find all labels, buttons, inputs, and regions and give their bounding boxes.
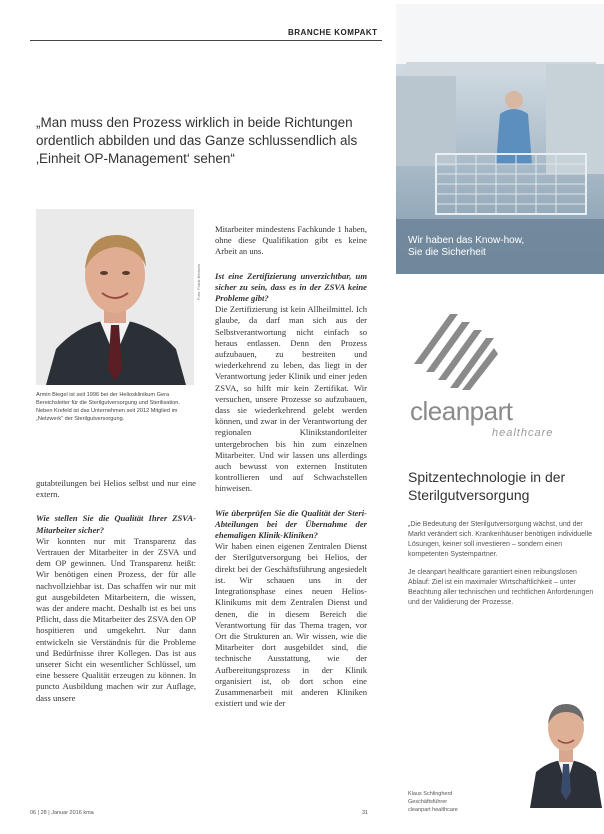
- ad-photo: [396, 4, 604, 274]
- ad-person-photo: [528, 690, 604, 808]
- portrait-caption: Armin Biegel ist seit 1996 bei der Heliosklinikum Gera Bereichsleiter für die Sterilgutversorgung und Sterilisation. Neben Krefeld ist das Unternehmen seit 2012 Mitglied im „Netzwerk“ der Sterilgutversorgung.: [36, 392, 180, 422]
- ad-body: [408, 520, 598, 616]
- column1-question-1: Wie stellen Sie die Qualität Ihrer ZSVA-Mitarbeiter sicher?: [36, 513, 196, 535]
- logo-subtitle: healthcare: [492, 427, 554, 439]
- column1-answer-1: Wir konnten nur mit Transparenz das Vertrauen der Mitarbeiter in der ZSVA und dem OP gewinnen. Und Transparenz heißt: Wir benötigen einen Prozess, der für alle nachvollziehbar ist. Das schaffen wir nur mit gut ausgebildeten Mitarbeitern, die wissen, was der andere macht. Deshalb ist es bei uns Pflicht, dass die Mitarbeiter des ZSVA den OP hospitieren und umgekehrt. Nur dann entwickeln sie Verständnis für die Probleme und Bedürfnisse ihrer Kollegen. Das ist aus unserer Sicht ein wesentlicher Schlüssel, um eine bessere Qualität erzeugen zu können. In puncto Ausbildung machen wir zur Auflage, dass unsere: [36, 535, 196, 703]
- article-column-1: [36, 478, 196, 704]
- signature-company: cleanpart healthcare: [408, 807, 458, 813]
- ad-headline: Spitzentechnologie in der Sterilgutversorgung: [408, 469, 566, 503]
- advertisement: [396, 4, 604, 834]
- pull-quote: „Man muss den Prozess wirklich in beide Richtungen ordentlich abbilden und das Ganze schlussendlich als ‚Einheit OP-Management‘ sehen“: [36, 115, 358, 166]
- signature-role: Geschäftsführer: [408, 799, 448, 805]
- ad-paragraph-1: „Die Bedeutung der Sterilgutversorgung wächst, und der Markt verändert sich. Krankenhäuser benötigen individuelle Lösungen, keiner soll investieren – sondern einen kompetenten Systempartner.: [408, 521, 593, 558]
- page-folio: 06 | 28 | Januar 2016 kma: [30, 810, 94, 816]
- signature-name: Klaus Schlingherd: [408, 791, 453, 797]
- section-label: BRANCHE KOMPAKT: [288, 28, 378, 37]
- page-number: 31: [362, 810, 369, 816]
- column2-answer-2: Wir haben einen eigenen Zentralen Dienst der Sterilgutversorgung bei Helios, der direkt bei der Geschäftsführung angesiedelt ist. Wir schauen uns in der Integrationsphase eines neuen Helios-Klinikums mit dem Zentralen Dienst und denen, die in diesem Bereich die Verantwortung für das Thema tragen, vor Ort die Strukturen an. Wir wissen, wie die Mitarbeiter dort ausgebildet sind, die technische Ausstattung, wie der Aufbereitungsprozess in der Klinik organisiert ist, ob dort schon eine Zusammenarbeit mit anderen Kliniken existiert und wie der: [215, 541, 367, 709]
- portrait-photo: [36, 209, 194, 385]
- article-column-2: [215, 224, 367, 709]
- column2-question-1: Ist eine Zertifizierung unverzichtbar, um sicher zu sein, dass es in der ZSVA keine Probleme gibt?: [215, 270, 367, 304]
- column2-answer-1: Die Zertifizierung ist kein Allheilmittel. Ich glaube, da darf man sich aus der Selbstverantwortung nicht einfach so heraus entlassen. Denn den Prozess aufzubauen, zu bestreiten und wiederkehrend zu leben, das liegt in der Verantwortung jeder Klinik und einer jeden ZSVA, so hilft mir kein Zertifikat. Wir versuchen, unsere Prozesse so aufzubauen, dass sie wiederkehrend gelebt werden können, und zwar in der Verantwortung der regionalen Klinikstandortleiter untergebrochen bis hin zum einzelnen Mitarbeiter. Und wir lassen uns allerdings auch bewusst von externen Instituten kontrollieren und auf Schwachstellen hinweisen.: [215, 304, 367, 494]
- column2-question-2: Wie überprüfen Sie die Qualität der Steri-Abteilungen bei der Übernahme der ehemaligen Klinik-Kliniken?: [215, 507, 367, 541]
- ad-tagline: Wir haben das Know-how, Sie die Sicherheit: [408, 235, 525, 258]
- ad-paragraph-2: Je cleanpart healthcare garantiert einen reibungslosen Ablauf: Ziel ist ein maximaler Wirtschaftlichkeit – unter Beachtung aller technischen und rechtlichen Anforderungen und der Validierung der Prozesse.: [408, 569, 594, 606]
- photo-credit: Foto: Frank Beckers: [196, 263, 201, 300]
- header-rule: [30, 40, 382, 41]
- column2-intro: Mitarbeiter mindestens Fachkunde 1 haben, ohne diese Qualifikation gibt es keine Arbeit an uns.: [215, 224, 367, 257]
- cleanpart-logo-icon: [410, 304, 502, 396]
- ad-signature: [408, 790, 458, 814]
- logo-wordmark: cleanpart: [410, 396, 513, 426]
- column1-intro: gutabteilungen bei Helios selbst und nur eine extern.: [36, 478, 196, 500]
